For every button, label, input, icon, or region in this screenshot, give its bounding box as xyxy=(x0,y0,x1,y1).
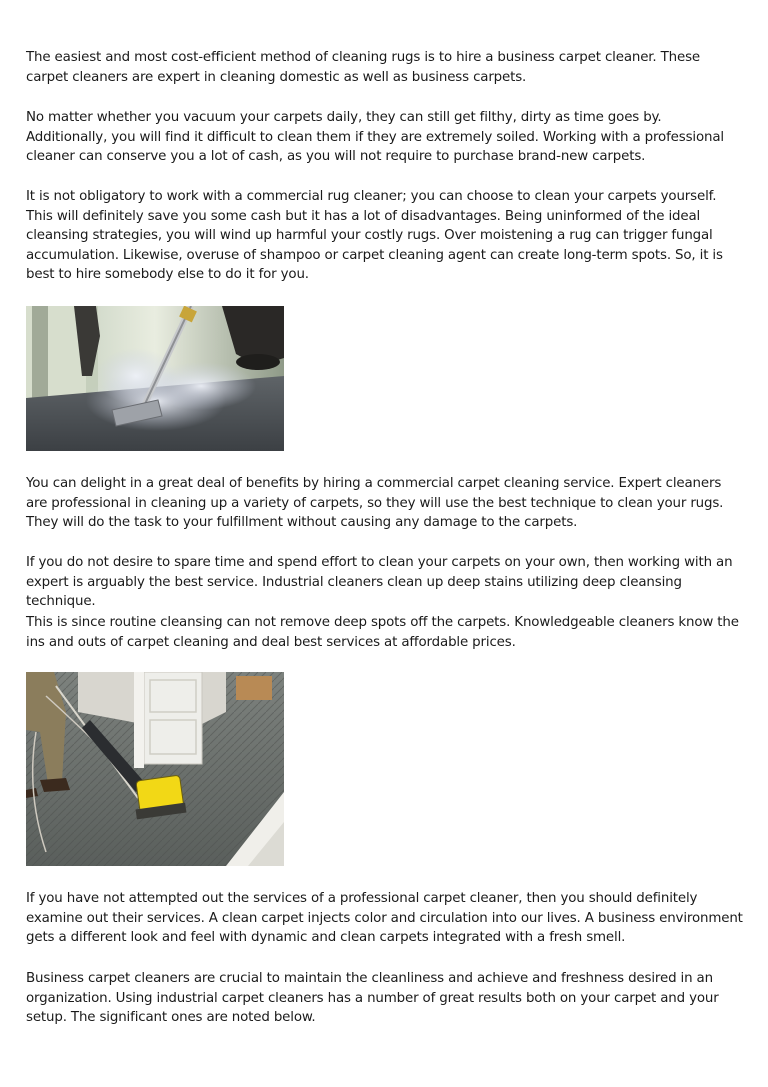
paragraph-try-services: If you have not attempted out the services of a professional carpet cleaner, then you should definitely examine out their services. A clean carpet injects color and circulation into our lives. A business environment gets a different look and feel with dynamic and clean carpets integrated with a fresh smell. xyxy=(26,891,743,946)
paragraph-intro: The easiest and most cost-efficient method of cleaning rugs is to hire a business carpet cleaner. These carpet cleaners are expert in cleaning domestic as well as business carpets. xyxy=(26,50,701,85)
paragraph-diy-cleaning: It is not obligatory to work with a commercial rug cleaner; you can choose to clean your carpets yourself. This will definitely save you some cash but it has a lot of disadvantages. Being uninformed of the ideal cleansing strategies, you will wind up harmful your costly rugs. Over moistening a rug can trigger fungal accumulation. Likewise, overuse of shampoo or carpet cleaning agent can create long-term spots. So, it is best to hire somebody else to do it for you. xyxy=(26,189,723,283)
paragraph-expert-service: If you do not desire to spare time and spend effort to clean your carpets on your own, then working with an expert is arguably the best service. Industrial cleaners clean up deep stains utilizing deep cleansing technique. xyxy=(26,555,733,610)
yellow-vacuum-cleaner-photo xyxy=(26,672,284,866)
paragraph-vacuum-daily: No matter whether you vacuum your carpets daily, they can still get filthy, dirty as time goes by. Additionally, you will find it difficult to clean them if they are extremely soiled. Working with a professional cleaner can conserve you a lot of cash, as you will not require to purchase brand-new carpets. xyxy=(26,110,724,165)
paragraph-crucial-cleanliness: Business carpet cleaners are crucial to maintain the cleanliness and achieve and freshness desired in an organization. Using industrial carpet cleaners has a number of great results both on your carpet and your setup. The significant ones are noted below. xyxy=(26,971,719,1026)
paragraph-deep-spots: This is since routine cleansing can not remove deep spots off the carpets. Knowledgeable cleaners know the ins and outs of carpet cleaning and deal best services at affordable prices. xyxy=(26,615,739,650)
steam-carpet-cleaning-photo xyxy=(26,306,284,451)
paragraph-benefits: You can delight in a great deal of benefits by hiring a commercial carpet cleaning service. Expert cleaners are professional in cleaning up a variety of carpets, so they will use the best technique to clean your rugs. They will do the task to your fulfillment without causing any damage to the carpets. xyxy=(26,476,724,531)
